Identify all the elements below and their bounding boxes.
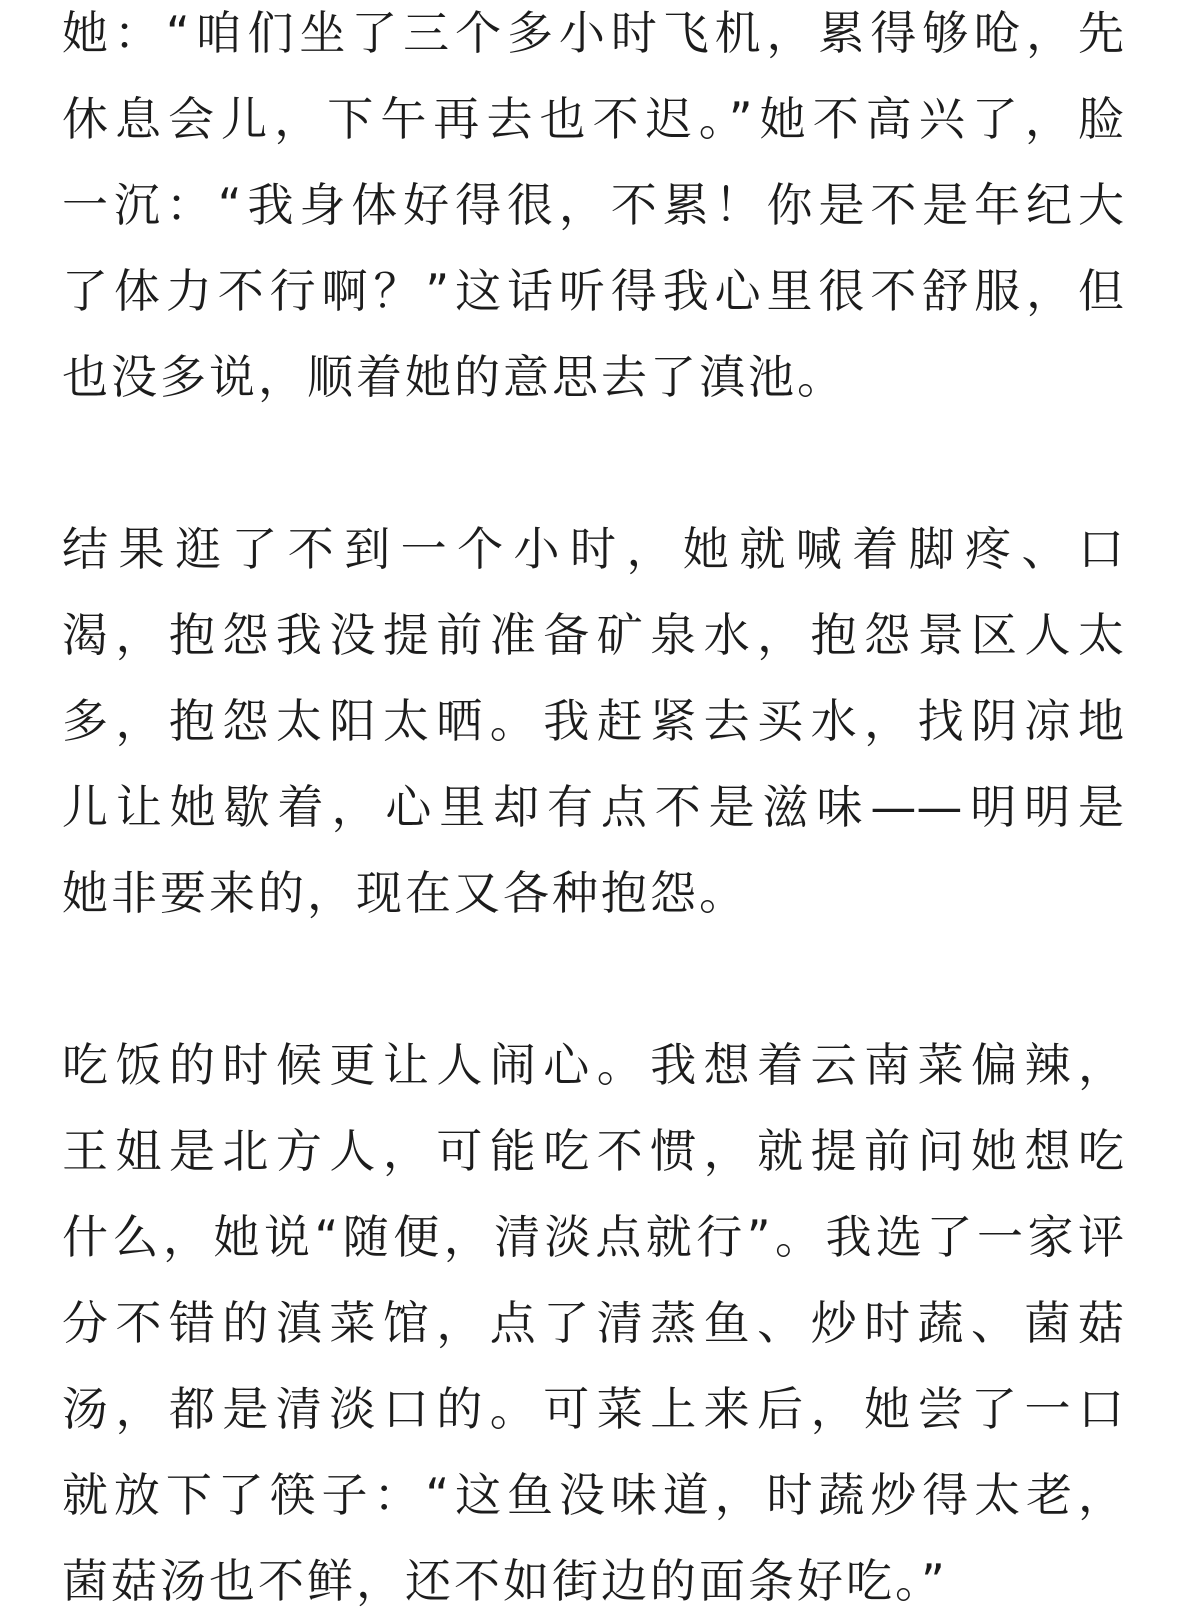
paragraph-2 (62, 506, 1124, 936)
text-line: 什么，她说“随便，清淡点就行”。我选了一家评 (62, 1210, 1124, 1264)
text-line: 也没多说，顺着她的意思去了滇池。 (62, 350, 846, 404)
text-line: 儿让她歇着，心里却有点不是滋味——明明是 (62, 780, 1124, 834)
text-line: 汤，都是清淡口的。可菜上来后，她尝了一口 (62, 1382, 1124, 1436)
paragraph-1 (62, 0, 1124, 420)
text-line: 她非要来的，现在又各种抱怨。 (62, 866, 748, 920)
text-line: 分不错的滇菜馆，点了清蒸鱼、炒时蔬、菌菇 (62, 1296, 1124, 1350)
text-line: 她：“咱们坐了三个多小时飞机，累得够呛，先 (62, 6, 1124, 60)
text-line: 了体力不行啊？”这话听得我心里很不舒服，但 (62, 264, 1124, 318)
paragraph-spacer (62, 420, 1124, 506)
text-line: 渴，抱怨我没提前准备矿泉水，抱怨景区人太 (62, 608, 1124, 662)
text-line: 休息会儿，下午再去也不迟。”她不高兴了，脸 (62, 92, 1124, 146)
text-line: 就放下了筷子：“这鱼没味道，时蔬炒得太老， (62, 1468, 1124, 1522)
text-line: 多，抱怨太阳太晒。我赶紧去买水，找阴凉地 (62, 694, 1124, 748)
text-line: 吃饭的时候更让人闹心。我想着云南菜偏辣， (62, 1038, 1124, 1092)
article-body (62, 0, 1124, 1624)
text-line: 结果逛了不到一个小时，她就喊着脚疼、口 (62, 522, 1124, 576)
text-line: 菌菇汤也不鲜，还不如街边的面条好吃。” (62, 1554, 948, 1608)
paragraph-spacer (62, 936, 1124, 1022)
text-line: 王姐是北方人，可能吃不惯，就提前问她想吃 (62, 1124, 1124, 1178)
paragraph-3 (62, 1022, 1124, 1624)
text-line: 一沉：“我身体好得很，不累！你是不是年纪大 (62, 178, 1124, 232)
